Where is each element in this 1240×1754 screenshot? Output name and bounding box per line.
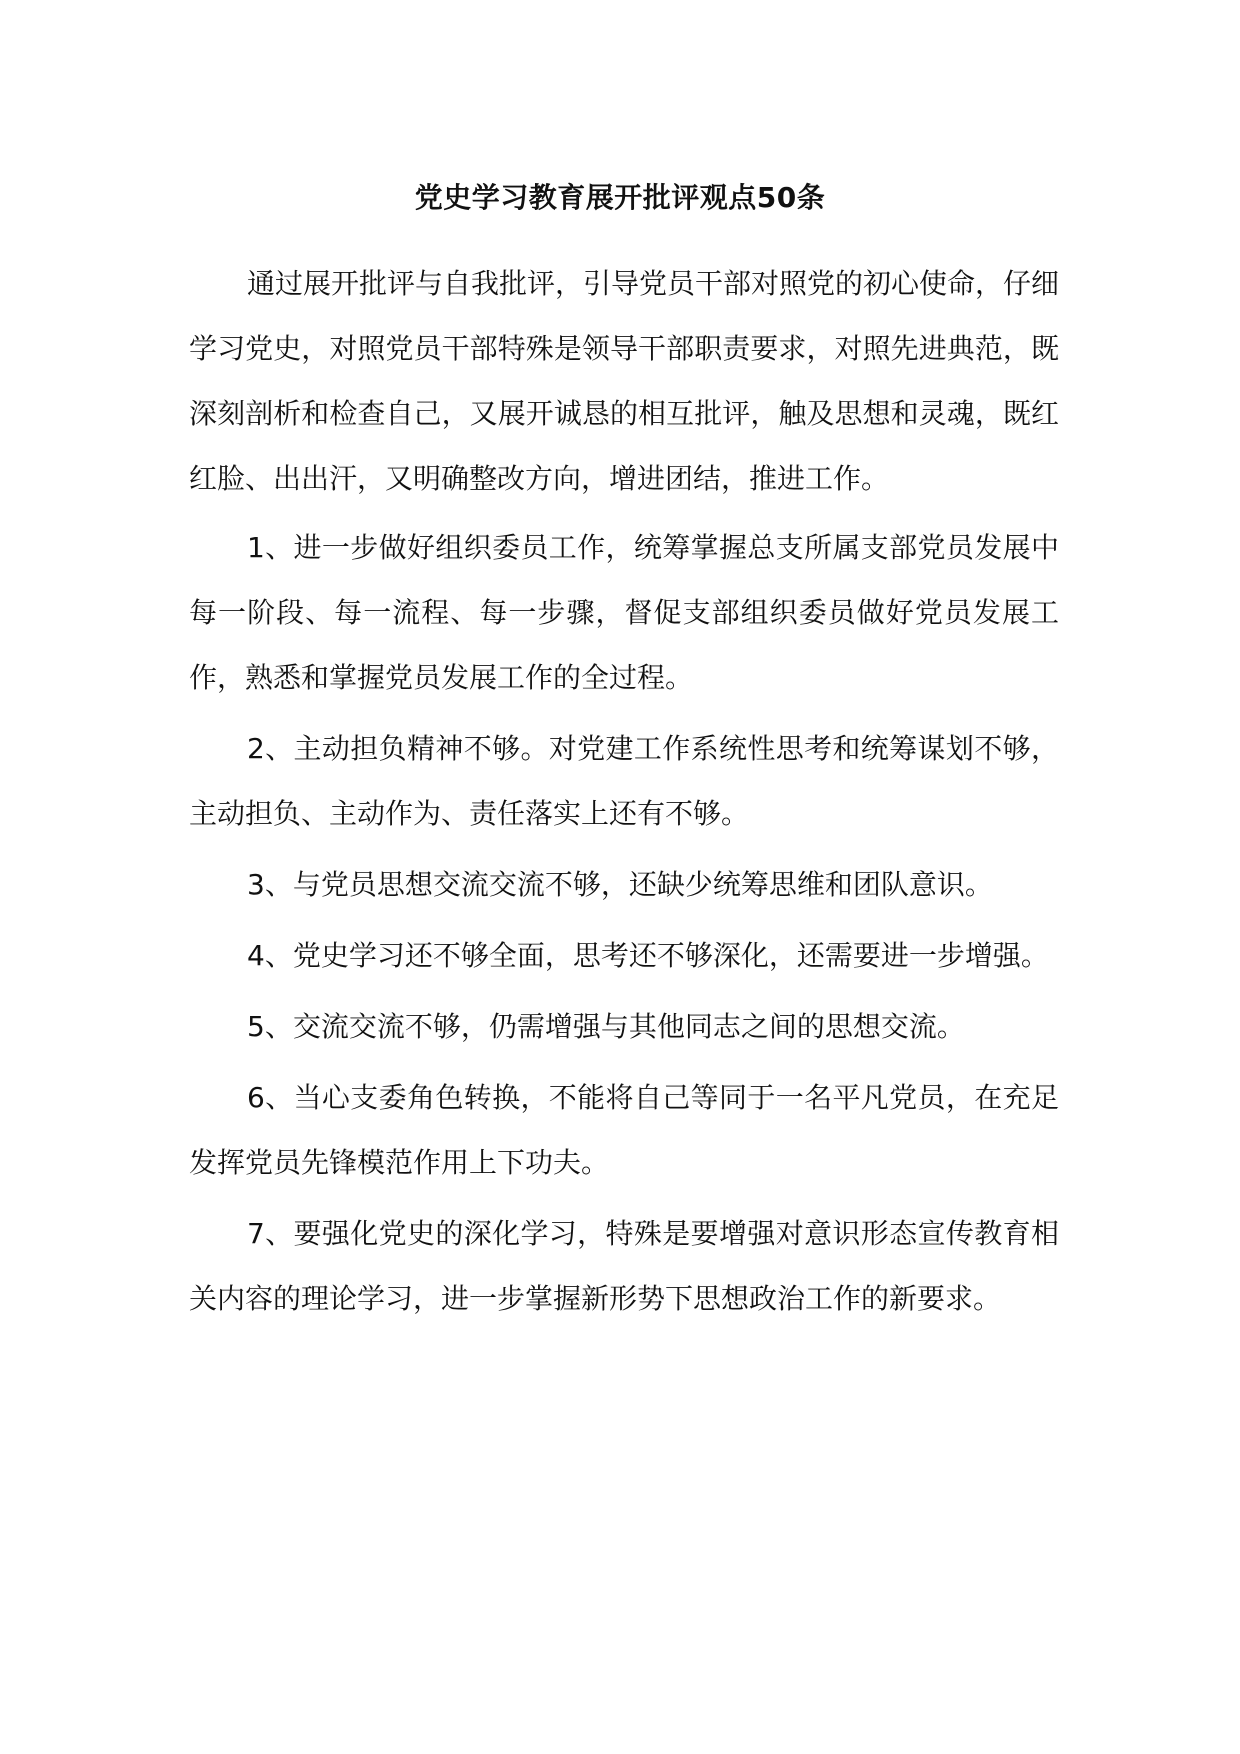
list-item: 4、党史学习还不够全面，思考还不够深化，还需要进一步增强。 bbox=[247, 939, 1049, 972]
list-item: 2、主动担负精神不够。对党建工作系统性思考和统筹谋划不够，主动担负、主动作为、责任落实上还有不够。 bbox=[189, 732, 1059, 830]
list-item: 6、当心支委角色转换，不能将自己等同于一名平凡党员，在充足发挥党员先锋模范作用上下功夫。 bbox=[189, 1081, 1059, 1179]
list-item: 1、进一步做好组织委员工作，统筹掌握总支所属支部党员发展中每一阶段、每一流程、每一步骤，督促支部组织委员做好党员发展工作，熟悉和掌握党员发展工作的全过程。 bbox=[189, 531, 1059, 694]
list-item: 3、与党员思想交流交流不够，还缺少统筹思维和团队意识。 bbox=[247, 868, 993, 901]
list-item: 5、交流交流不够，仍需增强与其他同志之间的思想交流。 bbox=[247, 1010, 965, 1043]
document-title: 党史学习教育展开批评观点50条 bbox=[414, 181, 826, 214]
document-body bbox=[189, 251, 1059, 1337]
list-item: 7、要强化党史的深化学习，特殊是要增强对意识形态宣传教育相关内容的理论学习，进一步掌握新形势下思想政治工作的新要求。 bbox=[189, 1217, 1059, 1315]
intro-paragraph: 通过展开批评与自我批评，引导党员干部对照党的初心使命，仔细学习党史，对照党员干部特殊是领导干部职责要求，对照先进典范，既深刻剖析和检查自己，又展开诚恳的相互批评，触及思想和灵魂，既红红脸、出出汗，又明确整改方向，增进团结，推进工作。 bbox=[189, 267, 1060, 495]
